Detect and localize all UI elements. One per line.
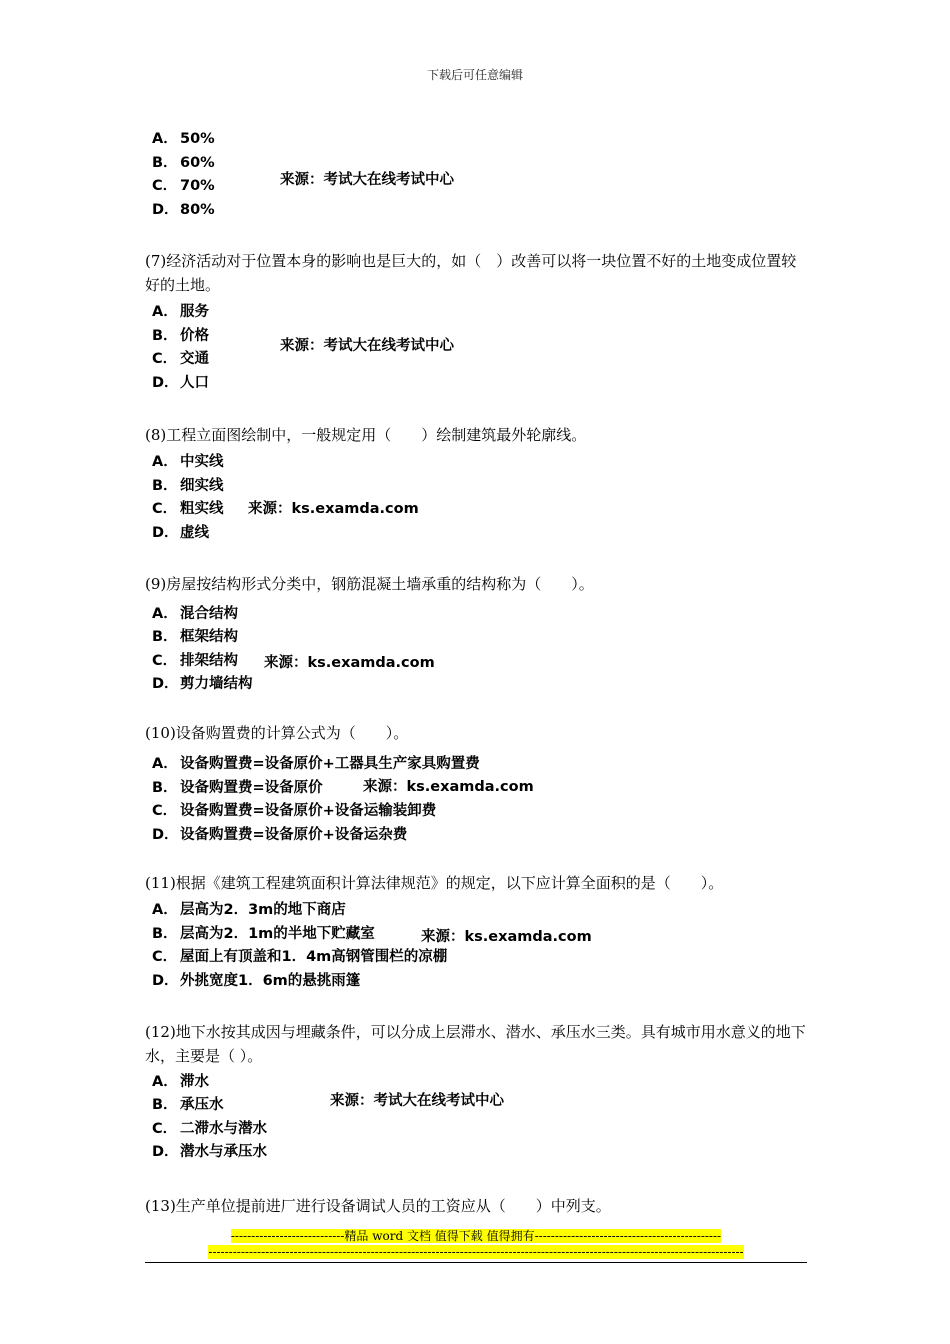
- option-text: 人口: [180, 375, 209, 391]
- q8-option-c: [152, 497, 224, 518]
- source-label: 来源：ks.examda.com: [264, 655, 435, 671]
- q11-option-a: [152, 898, 346, 919]
- option-letter: D．: [152, 202, 179, 218]
- option-text: 服务: [180, 304, 209, 320]
- option-letter: B．: [152, 780, 178, 796]
- option-letter: D．: [152, 525, 179, 541]
- q7-option-c: [152, 347, 209, 368]
- option-letter: B．: [152, 328, 178, 344]
- q6-option-c: [152, 174, 215, 195]
- source-label: 来源：ks.examda.com: [248, 501, 419, 517]
- question-10: (10)设备购置费的计算公式为（ ）。: [145, 724, 409, 742]
- option-letter: B．: [152, 1097, 178, 1113]
- q9-option-b: [152, 625, 238, 646]
- option-text: 混合结构: [180, 606, 238, 622]
- question-13: (13)生产单位提前进厂进行设备调试人员的工资应从（ ）中列支。: [145, 1197, 611, 1215]
- option-letter: C．: [152, 803, 178, 819]
- q9-option-c: [152, 649, 238, 670]
- q6-option-a: [152, 127, 215, 148]
- q12-option-d: [152, 1140, 267, 1161]
- option-letter: D．: [152, 676, 179, 692]
- footer-divider: [145, 1262, 807, 1263]
- q8-option-a: [152, 450, 224, 471]
- q9-option-a: [152, 602, 238, 623]
- option-letter: A．: [152, 756, 178, 772]
- option-text: 中实线: [180, 454, 224, 470]
- option-text: 设备购置费=设备原价+设备运输装卸费: [180, 803, 437, 819]
- q11-option-d: [152, 969, 360, 990]
- question-11: (11)根据《建筑工程建筑面积计算法律规范》的规定，以下应计算全面积的是（ ）。: [145, 874, 724, 892]
- q7-option-d: [152, 371, 209, 392]
- q6-option-b: [152, 151, 215, 172]
- option-text: 设备购置费=设备原价+设备运杂费: [180, 827, 408, 843]
- option-text: 剪力墙结构: [180, 676, 253, 692]
- source-label: 来源：ks.examda.com: [421, 929, 592, 945]
- q7-option-b: [152, 324, 209, 345]
- q8-option-b: [152, 474, 224, 495]
- option-letter: C．: [152, 178, 178, 194]
- option-text: 粗实线: [180, 501, 224, 517]
- option-letter: A．: [152, 606, 178, 622]
- q12-option-a: [152, 1070, 209, 1091]
- source-label: 来源：考试大在线考试中心: [330, 1093, 504, 1109]
- option-letter: A．: [152, 1074, 178, 1090]
- q10-option-d: [152, 823, 407, 844]
- q11-option-b: [152, 922, 375, 943]
- q9-option-d: [152, 672, 253, 693]
- option-letter: A．: [152, 902, 178, 918]
- source-label: 来源：ks.examda.com: [363, 779, 534, 795]
- option-text: 细实线: [180, 478, 224, 494]
- option-text: 50%: [180, 131, 215, 147]
- question-12: (12)地下水按其成因与埋藏条件，可以分成上层滞水、潜水、承压水三类。具有城市用水意义的地下水，主要是（ ）。: [145, 1023, 806, 1065]
- option-letter: A．: [152, 131, 178, 147]
- option-text: 70%: [180, 178, 215, 194]
- option-letter: C．: [152, 653, 178, 669]
- option-text: 潜水与承压水: [180, 1144, 267, 1160]
- option-letter: B．: [152, 629, 178, 645]
- page-header: 下载后可任意编辑: [426, 68, 523, 82]
- option-text: 交通: [180, 351, 209, 367]
- question-9: (9)房屋按结构形式分类中，钢筋混凝土墙承重的结构称为（ ）。: [145, 575, 594, 593]
- option-letter: D．: [152, 375, 179, 391]
- option-letter: B．: [152, 155, 178, 171]
- option-letter: C．: [152, 351, 178, 367]
- question-7: (7)经济活动对于位置本身的影响也是巨大的，如（ ）改善可以将一块位置不好的土地变成位置较好的土地。: [145, 252, 797, 294]
- q12-option-c: [152, 1117, 267, 1138]
- option-text: 虚线: [180, 525, 209, 541]
- q10-option-c: [152, 799, 436, 820]
- option-letter: D．: [152, 973, 179, 989]
- option-letter: B．: [152, 926, 178, 942]
- option-letter: A．: [152, 304, 178, 320]
- q6-option-d: [152, 198, 215, 219]
- q10-option-b: [152, 776, 323, 797]
- q10-option-a: [152, 752, 480, 773]
- option-text: 框架结构: [180, 629, 238, 645]
- source-label: 来源：考试大在线考试中心: [280, 172, 454, 188]
- option-text: 滞水: [180, 1074, 209, 1090]
- q11-option-c: [152, 945, 447, 966]
- footer-line-1: [145, 1229, 807, 1244]
- option-letter: C．: [152, 1121, 178, 1137]
- q12-option-b: [152, 1093, 224, 1114]
- footer-line-2: [145, 1245, 807, 1260]
- option-letter: A．: [152, 454, 178, 470]
- option-text: 设备购置费=设备原价: [180, 780, 323, 796]
- source-label: 来源：考试大在线考试中心: [280, 338, 454, 354]
- option-text: 80%: [180, 202, 215, 218]
- q7-option-a: [152, 300, 209, 321]
- option-text: 二滞水与潜水: [180, 1121, 267, 1137]
- option-letter: C．: [152, 949, 178, 965]
- option-text: 价格: [180, 328, 209, 344]
- option-text: 承压水: [180, 1097, 224, 1113]
- q8-option-d: [152, 521, 209, 542]
- option-letter: B．: [152, 478, 178, 494]
- option-text: 外挑宽度1．6m的悬挑雨篷: [180, 973, 361, 989]
- footer-text-2: ------------------------------------------------------------------------------------------------------------------------------------: [208, 1245, 744, 1259]
- option-text: 层高为2．1m的半地下贮藏室: [180, 926, 375, 942]
- footer-text-1: ----------------------------精品 word 文档 值得下载 值得拥有----------------------------------------------: [230, 1229, 722, 1243]
- option-text: 排架结构: [180, 653, 238, 669]
- option-letter: C．: [152, 501, 178, 517]
- option-text: 层高为2．3m的地下商店: [180, 902, 346, 918]
- option-letter: D．: [152, 827, 179, 843]
- question-8: (8)工程立面图绘制中，一般规定用（ ）绘制建筑最外轮廓线。: [145, 426, 587, 444]
- option-letter: D．: [152, 1144, 179, 1160]
- option-text: 屋面上有顶盖和1．4m高钢管围栏的凉棚: [180, 949, 448, 965]
- option-text: 60%: [180, 155, 215, 171]
- option-text: 设备购置费=设备原价+工器具生产家具购置费: [180, 756, 480, 772]
